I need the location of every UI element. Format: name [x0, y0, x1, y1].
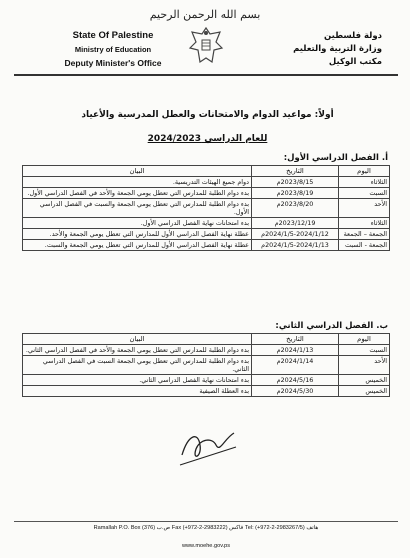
table-header-row	[23, 166, 390, 177]
cell-statement: بدء دوام الطلبة للمدارس التي تعطل يومي الجمعة السبت في الفصل الدراسي الثاني.	[23, 356, 252, 375]
table-row	[23, 356, 390, 375]
cell-date: 2023/12/19م	[252, 218, 339, 229]
cell-date: 2024/1/14م	[252, 356, 339, 375]
table-row	[23, 177, 390, 188]
cell-statement: عطلة نهاية الفصل الدراسي الأول للمدارس التي تعطل يومي الجمعة والسبت.	[23, 240, 252, 251]
handwritten-signature	[178, 425, 238, 469]
cell-day: الخميس	[339, 386, 390, 397]
header-divider	[14, 74, 398, 76]
cell-statement: عطلة نهاية الفصل الدراسي الأول للمدارس التي تعطل يومي الجمعة والأحد.	[23, 229, 252, 240]
cell-day: الثلاثاء	[339, 177, 390, 188]
semester-1-table	[22, 165, 390, 251]
table-row	[23, 375, 390, 386]
header-en-line-1: State Of Palestine	[72, 30, 154, 41]
footer-contact: Ramallah P.O. Box (376) ص.ب Fax (+972-2-2983222) فاكس Tel: (+972-2-2983267/5) هاتف	[93, 525, 319, 531]
semester-2-heading: ب. الفصل الدراسي الثاني:	[275, 321, 388, 331]
cell-date: 2024/5/30م	[252, 386, 339, 397]
header-en-line-3: Deputy Minister's Office	[64, 58, 162, 68]
column-header-statement: البيان	[23, 334, 252, 345]
column-header-day: اليوم	[339, 166, 390, 177]
column-header-day: اليوم	[339, 334, 390, 345]
cell-date: 2024/1/13م	[252, 345, 339, 356]
footer-website[interactable]: www.moehe.gov.ps	[181, 543, 231, 549]
cell-day: الأحد	[339, 199, 390, 218]
table-row	[23, 199, 390, 218]
cell-day: الجمعة – الجمعة	[339, 229, 390, 240]
cell-date: 2024/5/16م	[252, 375, 339, 386]
cell-date: 2024/1/5-2024/1/12م	[252, 229, 339, 240]
cell-day: الأحد	[339, 356, 390, 375]
cell-date: 2024/1/5-2024/1/13م	[252, 240, 339, 251]
header-ar-line-1: دولة فلسطين	[323, 31, 382, 41]
cell-statement: بدء دوام الطلبة للمدارس التي تعطل يومي الجمعة والأحد في الفصل الدراسي الثاني.	[23, 345, 252, 356]
cell-date: 2023/8/20م	[252, 199, 339, 218]
cell-statement: بدء دوام الطلبة للمدارس التي تعطل يومي الجمعة والأحد في الفصل الدراسي الأول.	[23, 188, 252, 199]
cell-statement: بدء امتحانات نهاية الفصل الدراسي الأول.	[23, 218, 252, 229]
cell-statement: بدء امتحانات نهاية الفصل الدراسي الثاني.	[23, 375, 252, 386]
header-ar-line-2: وزارة التربية والتعليم	[293, 44, 382, 54]
table-row	[23, 345, 390, 356]
cell-statement: دوام جميع الهيئات التدريسية.	[23, 177, 252, 188]
semester-1-heading: أ. الفصل الدراسي الأول:	[283, 153, 388, 163]
table-row	[23, 386, 390, 397]
palestine-eagle-emblem-icon	[186, 24, 226, 68]
table-header-row	[23, 334, 390, 345]
cell-date: 2023/8/19م	[252, 188, 339, 199]
column-header-statement: البيان	[23, 166, 252, 177]
cell-date: 2023/8/15م	[252, 177, 339, 188]
cell-day: الثلاثاء	[339, 218, 390, 229]
header-ar-line-3: مكتب الوكيل	[328, 57, 382, 67]
cell-day: السبت	[339, 188, 390, 199]
basmala: بسم الله الرحمن الرحيم	[149, 8, 261, 21]
table-row	[23, 240, 390, 251]
table-row	[23, 229, 390, 240]
footer-divider	[14, 521, 398, 522]
column-header-date: التاريخ	[252, 166, 339, 177]
semester-2-table	[22, 333, 390, 397]
header-en-line-2: Ministry of Education	[74, 45, 152, 54]
table-row	[23, 188, 390, 199]
page-subtitle: للعام الدراسي 2024/2023	[147, 134, 268, 144]
column-header-date: التاريخ	[252, 334, 339, 345]
table-row	[23, 218, 390, 229]
cell-statement: بدء العطلة الصيفية	[23, 386, 252, 397]
semester-2-rows	[23, 345, 390, 397]
semester-1-rows	[23, 177, 390, 251]
cell-day: السبت	[339, 345, 390, 356]
cell-day: الخميس	[339, 375, 390, 386]
header-english	[54, 30, 172, 68]
page-title: أولاً: مواعيد الدوام والامتحانات والعطل المدرسية والأعياد	[81, 110, 334, 120]
cell-statement: بدء دوام الطلبة للمدارس التي تعطل يومي الجمعة والسبت في الفصل الدراسي الأول.	[23, 199, 252, 218]
cell-day: الجمعة - السبت	[339, 240, 390, 251]
header-arabic	[272, 30, 382, 69]
